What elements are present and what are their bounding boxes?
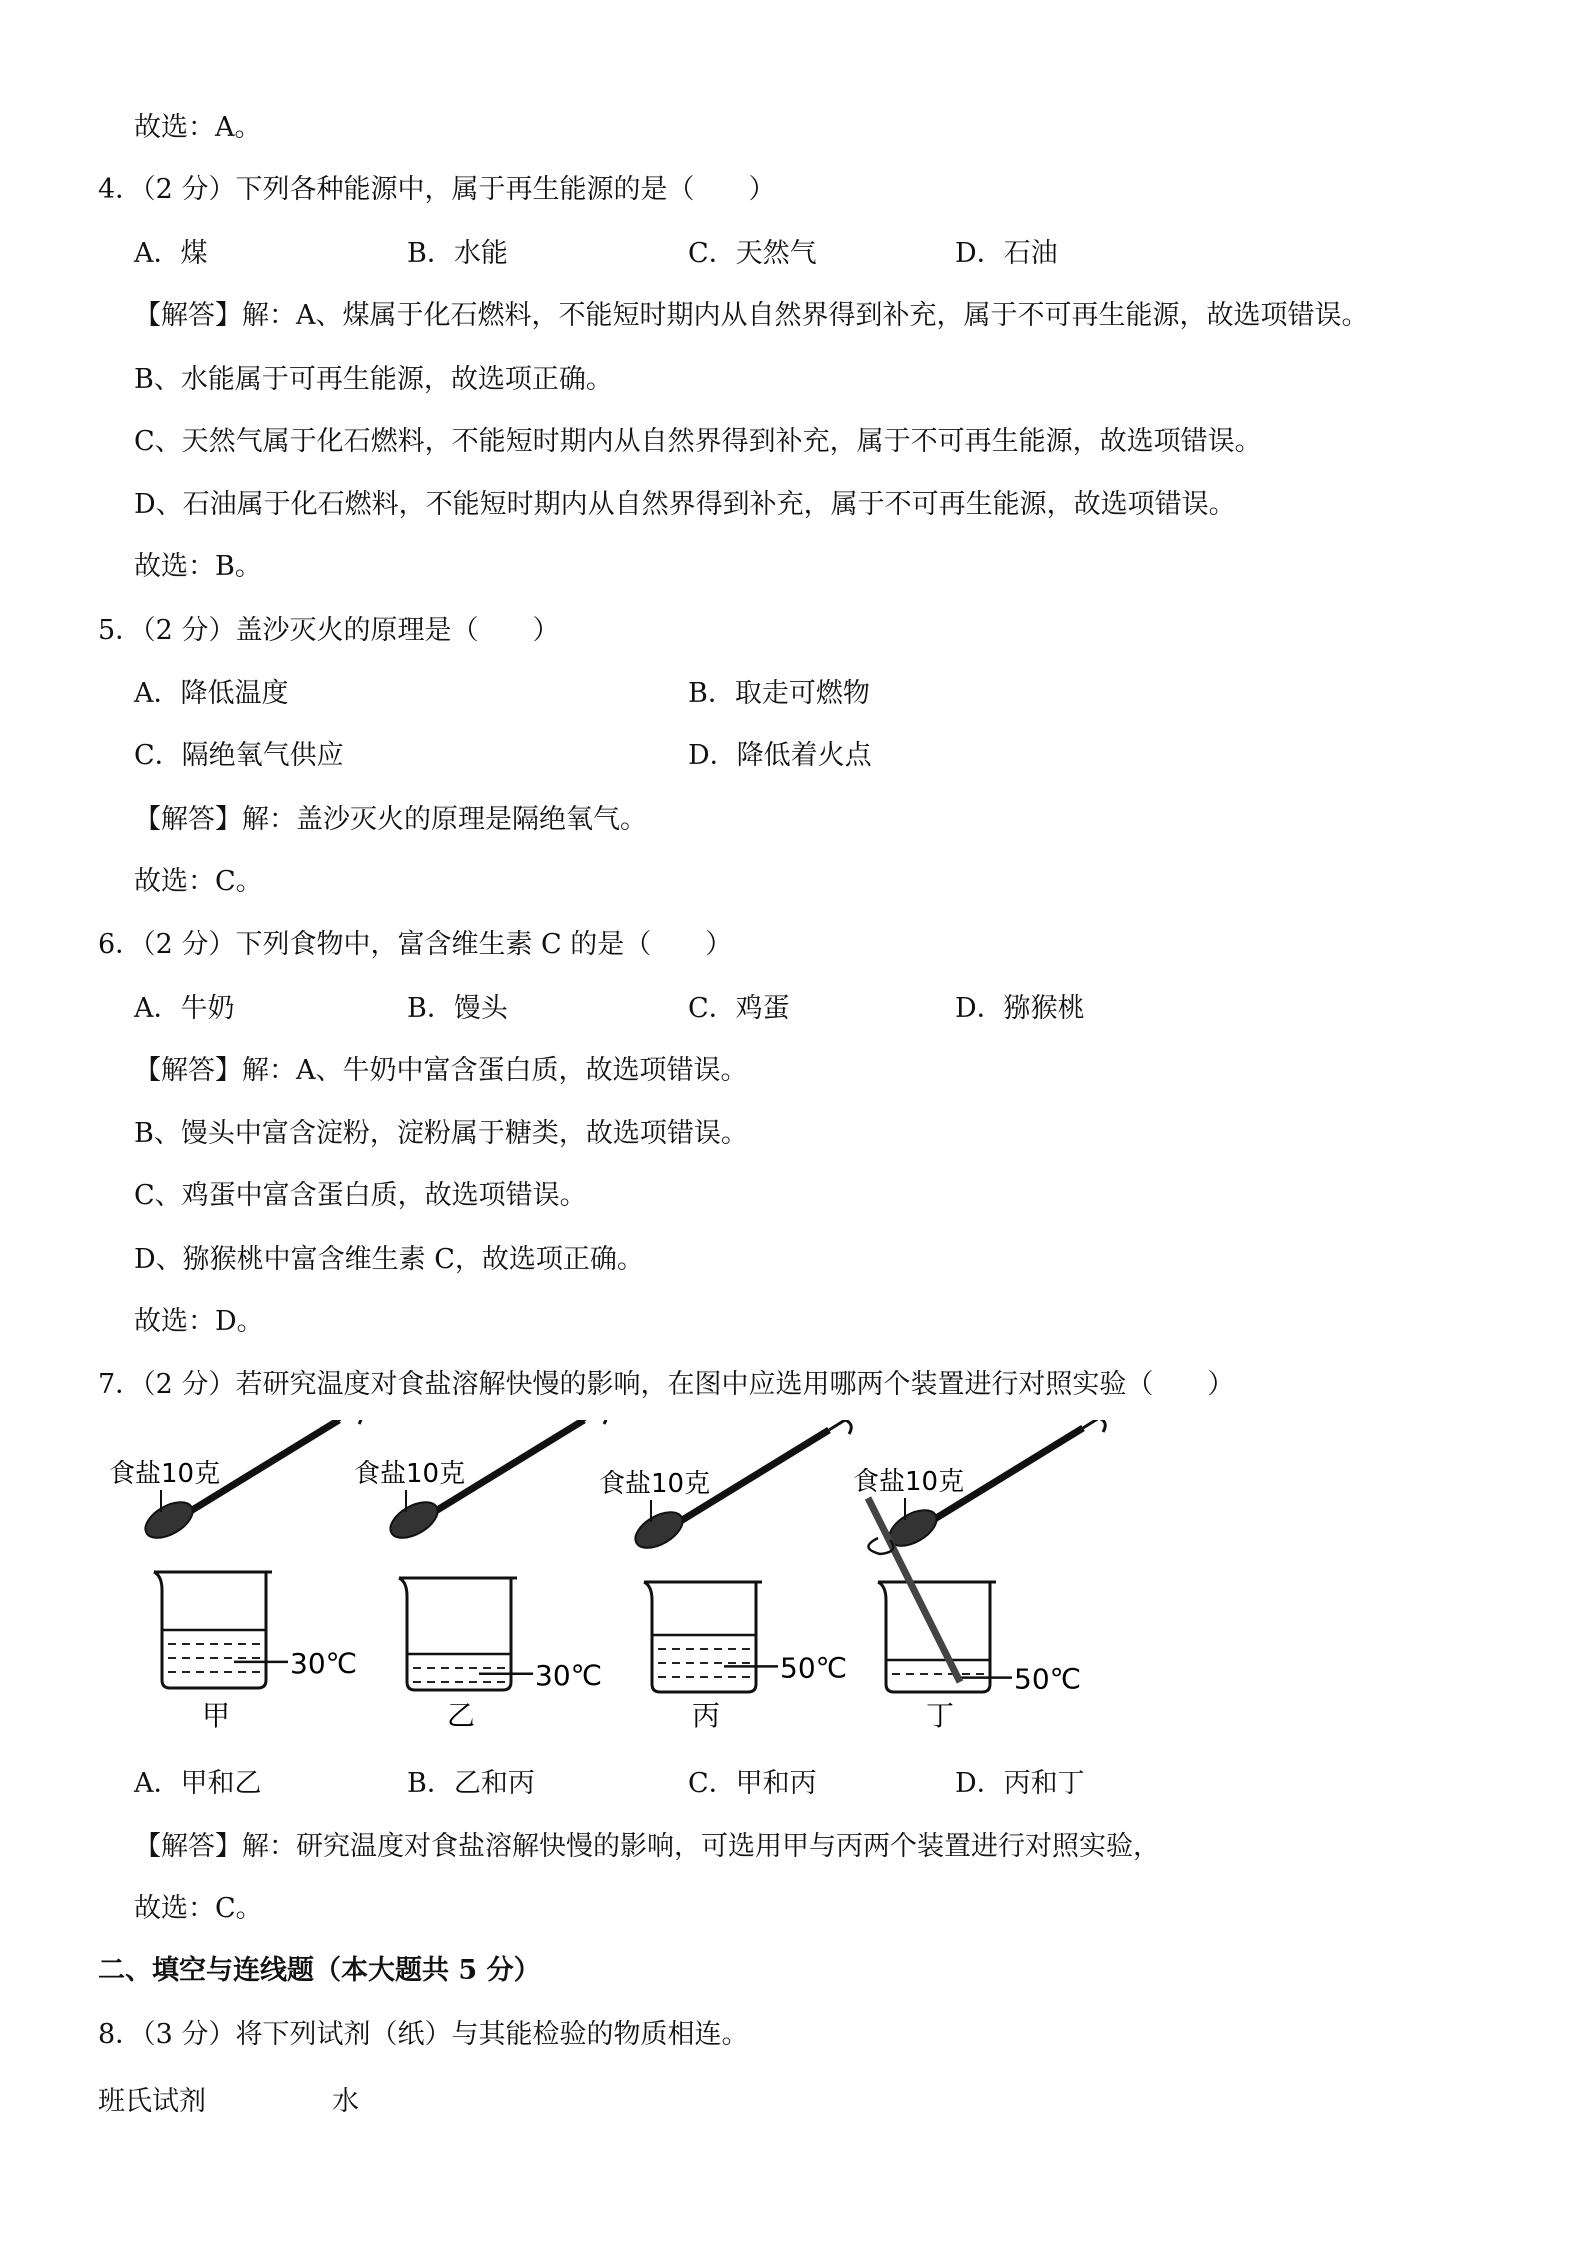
q4-option-b: B．水能 <box>407 238 508 269</box>
q5-option-d: D．降低着火点 <box>688 740 872 771</box>
salt-spoon-icon <box>139 1495 198 1545</box>
beaker-name: 丙 <box>692 1699 721 1732</box>
beaker-name: 乙 <box>447 1699 476 1732</box>
q4-solution-4: D、石油属于化石燃料，不能短时期内从自然界得到补充，属于不可再生能源，故选项错误。 <box>134 489 1236 520</box>
q4-solution-2: B、水能属于可再生能源，故选项正确。 <box>134 364 613 395</box>
answer-line: 故选：A。 <box>134 112 262 143</box>
q6-solution-1: 【解答】解：A、牛奶中富含蛋白质，故选项错误。 <box>134 1055 748 1086</box>
section-2-heading: 二、填空与连线题（本大题共 5 分） <box>98 1955 541 1986</box>
q6-solution-4: D、猕猴桃中富含维生素 C，故选项正确。 <box>134 1244 644 1275</box>
question-7: 7．（2 分）若研究温度对食盐溶解快慢的影响，在图中应选用哪两个装置进行对照实验（ ） <box>98 1369 1235 1400</box>
q5-option-b: B．取走可燃物 <box>688 678 870 709</box>
q6-option-c: C．鸡蛋 <box>688 993 790 1024</box>
q7-solution: 【解答】解：研究温度对食盐溶解快慢的影响，可选用甲与丙两个装置进行对照实验， <box>134 1831 1160 1862</box>
q7-option-d: D．丙和丁 <box>955 1768 1085 1799</box>
q5-option-c: C．隔绝氧气供应 <box>134 740 344 771</box>
temperature-label: 30℃ <box>535 1658 603 1692</box>
q5-option-a: A．降低温度 <box>134 678 289 709</box>
question-6: 6．（2 分）下列食物中，富含维生素 C 的是（ ） <box>98 929 733 960</box>
q6-solution-2: B、馒头中富含淀粉，淀粉属于糖类，故选项错误。 <box>134 1118 748 1149</box>
q4-answer: 故选：B。 <box>134 551 262 582</box>
q8-right-item: 水 <box>332 2086 359 2117</box>
q7-option-b: B．乙和丙 <box>407 1768 535 1799</box>
salt-spoon-icon <box>384 1495 443 1545</box>
temperature-label: 50℃ <box>780 1651 848 1685</box>
beaker-name: 甲 <box>202 1699 231 1732</box>
salt-label: 食盐10克 <box>599 1469 711 1499</box>
q6-option-d: D．猕猴桃 <box>955 993 1085 1024</box>
question-5: 5．（2 分）盖沙灭火的原理是（ ） <box>98 615 560 646</box>
salt-label: 食盐10克 <box>853 1467 965 1497</box>
q7-option-c: C．甲和丙 <box>688 1768 817 1799</box>
q7-option-a: A．甲和乙 <box>134 1768 262 1799</box>
q5-answer: 故选：C。 <box>134 866 263 897</box>
salt-label: 食盐10克 <box>109 1459 221 1489</box>
q6-solution-3: C、鸡蛋中富含蛋白质，故选项错误。 <box>134 1180 587 1211</box>
q5-solution: 【解答】解：盖沙灭火的原理是隔绝氧气。 <box>134 804 647 835</box>
beaker-icon <box>644 1582 762 1692</box>
q6-option-a: A．牛奶 <box>134 993 235 1024</box>
question-8: 8．（3 分）将下列试剂（纸）与其能检验的物质相连。 <box>98 2019 749 2050</box>
q4-option-a: A．煤 <box>134 238 208 269</box>
q4-solution-3: C、天然气属于化石燃料，不能短时期内从自然界得到补充，属于不可再生能源，故选项错误。 <box>134 426 1262 457</box>
beaker-setup <box>599 1420 851 1732</box>
q8-left-item: 班氏试剂 <box>98 2086 206 2117</box>
beaker-setup <box>109 1420 361 1732</box>
q4-solution-1: 【解答】解：A、煤属于化石燃料，不能短时期内从自然界得到补充，属于不可再生能源，故选项错误。 <box>134 300 1369 331</box>
q7-answer: 故选：C。 <box>134 1893 263 1924</box>
temperature-label: 30℃ <box>290 1646 358 1680</box>
beaker-name: 丁 <box>926 1699 955 1732</box>
q4-option-d: D．石油 <box>955 238 1058 269</box>
experiment-figure <box>0 1420 1587 1750</box>
q6-option-b: B．馒头 <box>407 993 508 1024</box>
question-4: 4．（2 分）下列各种能源中，属于再生能源的是（ ） <box>98 174 776 205</box>
beaker-setup <box>853 1420 1105 1732</box>
q4-option-c: C．天然气 <box>688 238 817 269</box>
salt-label: 食盐10克 <box>354 1459 466 1489</box>
temperature-label: 50℃ <box>1014 1662 1082 1696</box>
q6-answer: 故选：D。 <box>134 1306 264 1337</box>
beaker-setup <box>354 1420 606 1732</box>
salt-spoon-icon <box>629 1505 688 1555</box>
